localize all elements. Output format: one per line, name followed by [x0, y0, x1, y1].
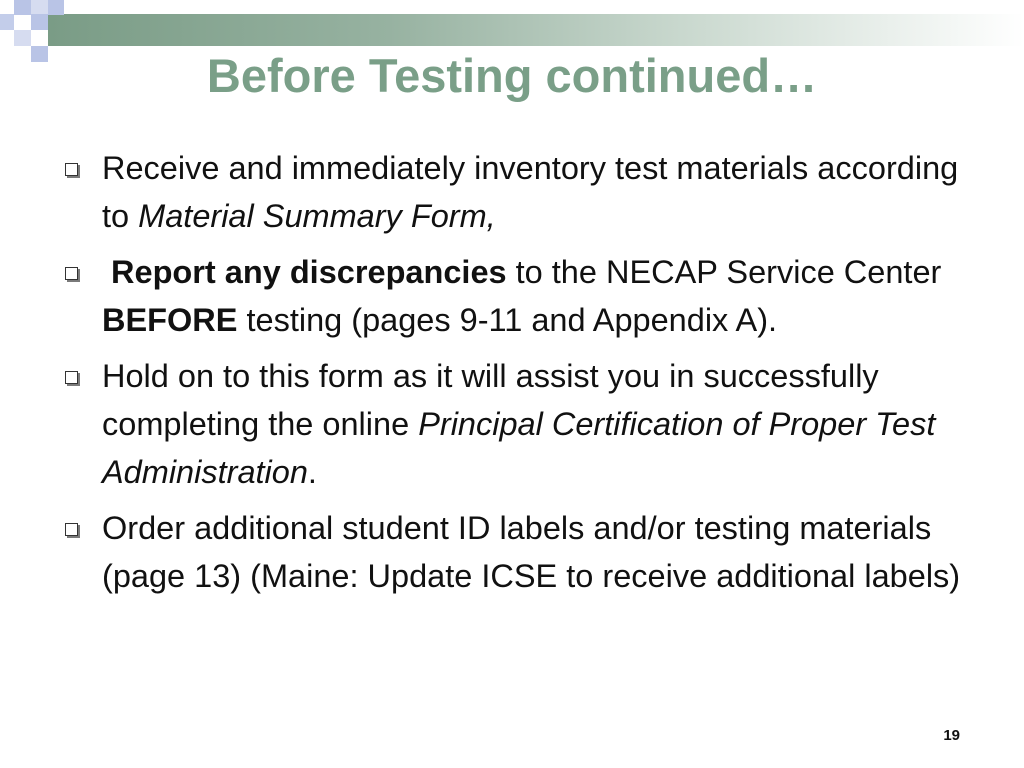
bullet-text-bold: BEFORE [102, 302, 238, 338]
decor-square [14, 30, 31, 46]
hollow-square-bullet-icon [65, 371, 78, 384]
hollow-square-bullet-icon [65, 163, 78, 176]
hollow-square-bullet-icon [65, 523, 78, 536]
bullet-text-bold: Report any discrepancies [102, 254, 507, 290]
bullet-list [64, 144, 984, 608]
bullet-item [64, 352, 984, 496]
decor-square [14, 0, 31, 15]
slide-title: Before Testing continued… [206, 49, 818, 102]
bullet-item [64, 504, 984, 600]
page-number: 19 [943, 727, 960, 744]
bullet-item [64, 144, 984, 240]
bullet-text-italic: Principal Certification of Proper Test Administration [102, 406, 936, 490]
decor-square [0, 14, 14, 30]
decor-square [48, 0, 64, 15]
bullet-text: testing (pages 9-11 and Appendix A). [237, 302, 778, 338]
bullet-text: . [307, 454, 317, 490]
bullet-item [64, 248, 984, 344]
header-gradient-band [48, 14, 1024, 46]
bullet-text: Receive and immediately inventory test materials according to [102, 150, 959, 234]
bullet-text: to the NECAP Service Center [506, 254, 942, 290]
bullet-text: Hold on to this form as it will assist you in successfully completing the online [102, 358, 879, 442]
decor-square [31, 0, 48, 15]
decor-square [31, 14, 48, 30]
bullet-text: Order additional student ID labels and/or testing materials (page 13) (Maine: Update ICSE to receive additional labels) [102, 510, 961, 594]
bullet-text-italic: Material Summary Form, [138, 198, 496, 234]
hollow-square-bullet-icon [65, 267, 78, 280]
